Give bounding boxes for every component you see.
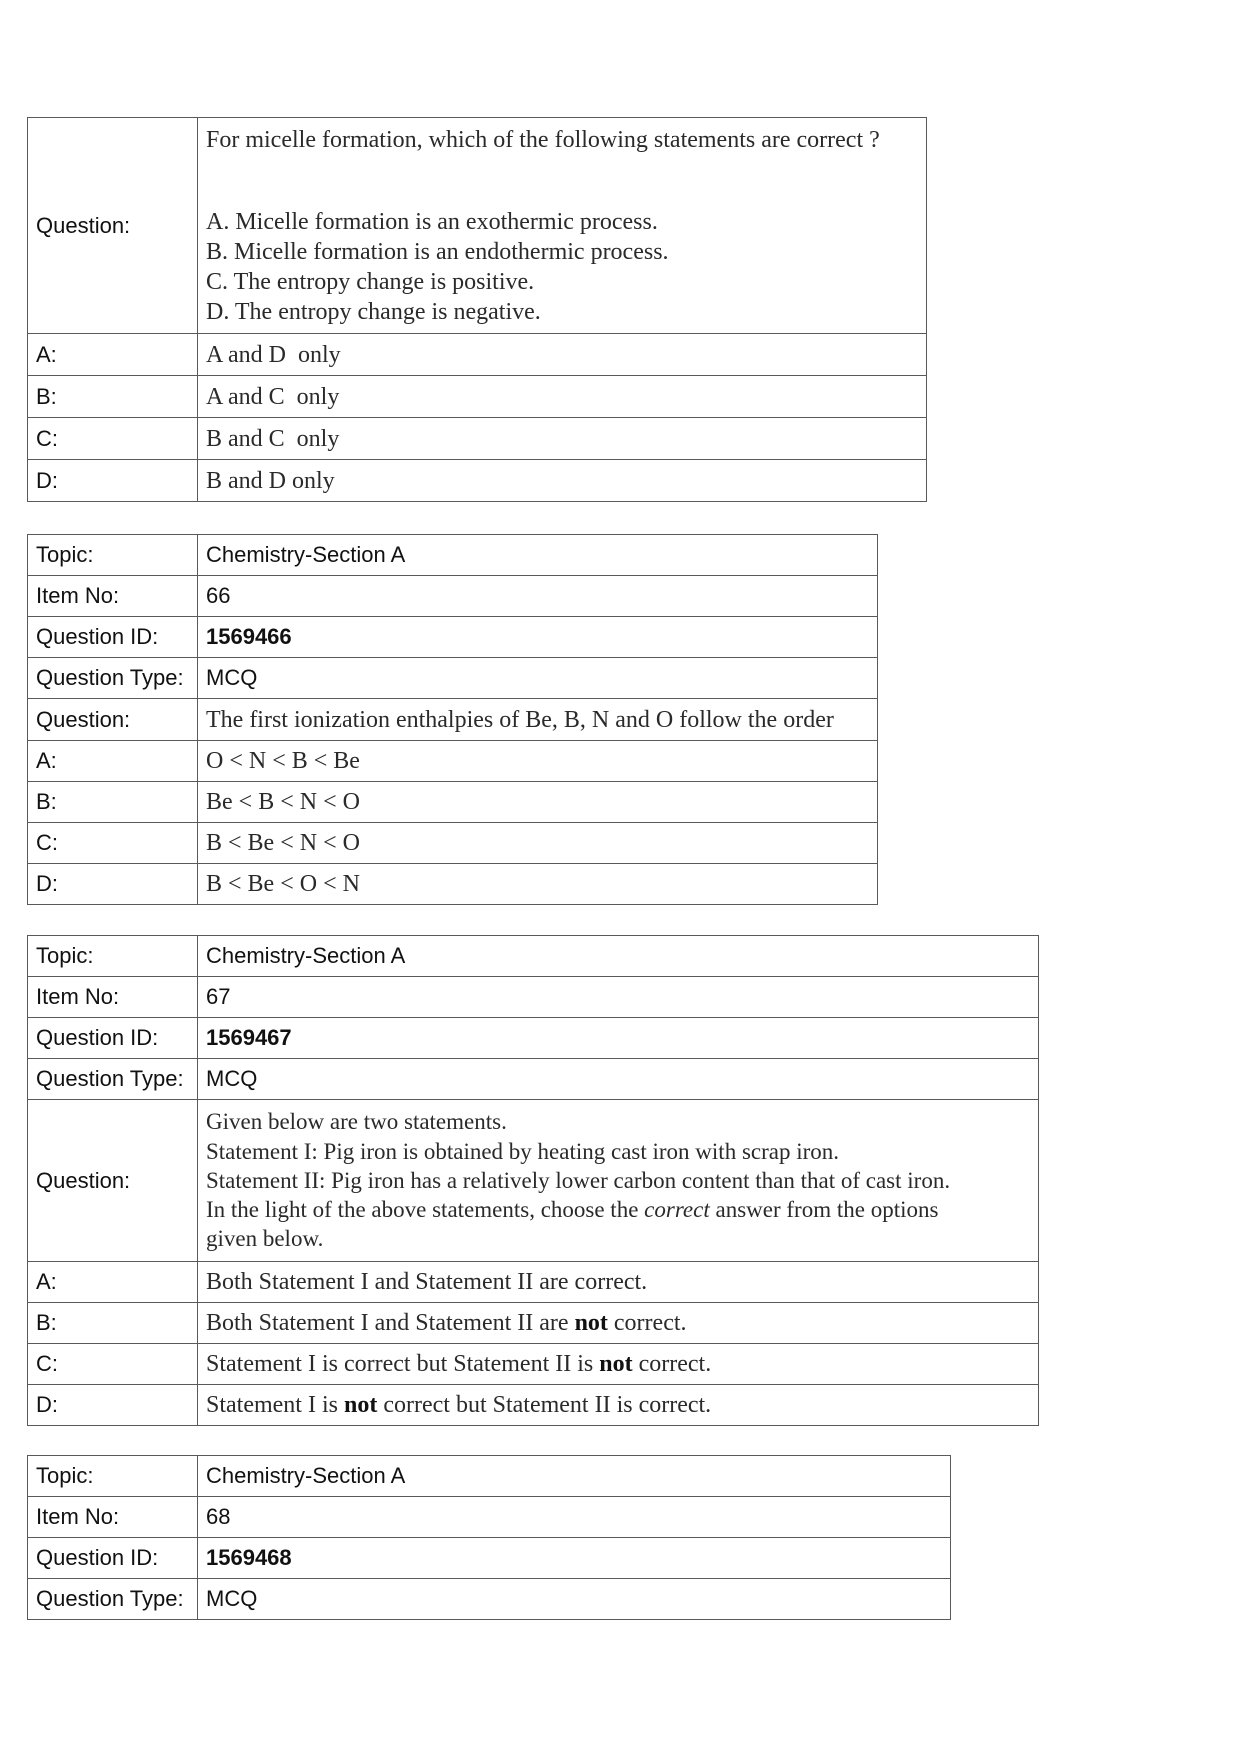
- option-row-b: [28, 782, 878, 823]
- option-c-label: C:: [28, 1344, 198, 1385]
- question-row: [28, 699, 878, 741]
- item-no-value: 68: [198, 1497, 951, 1538]
- question-line-5: given below.: [206, 1226, 324, 1252]
- option-b-label: B:: [28, 782, 198, 823]
- option-row-b: [28, 376, 927, 418]
- option-c-label: C:: [28, 418, 198, 460]
- option-c-pre: Statement I is correct but Statement II is: [206, 1351, 600, 1377]
- statement-b: B. Micelle formation is an endothermic process.: [206, 238, 669, 265]
- question-block-65: [27, 117, 927, 502]
- topic-row: [28, 1456, 951, 1497]
- option-a-text: A and D only: [198, 334, 927, 376]
- option-c-label: C:: [28, 823, 198, 864]
- option-c-text: [198, 1344, 1039, 1385]
- option-row-c: [28, 823, 878, 864]
- question-type-value: MCQ: [198, 1579, 951, 1620]
- question-stem: For micelle formation, which of the following statements are correct ?: [206, 126, 880, 153]
- question-row: [28, 118, 927, 334]
- option-b-text: A and C only: [198, 376, 927, 418]
- question-id-value: 1569468: [198, 1538, 951, 1579]
- option-d-post: correct but Statement II is correct.: [377, 1392, 712, 1418]
- option-b-pre: Both Statement I and Statement II are: [206, 1310, 575, 1336]
- question-id-value: 1569467: [198, 1018, 1039, 1059]
- question-type-label: Question Type:: [28, 1059, 198, 1100]
- topic-value: Chemistry-Section A: [198, 1456, 951, 1497]
- question-type-value: MCQ: [198, 1059, 1039, 1100]
- question-text: [198, 1100, 1039, 1262]
- question-block-68: [27, 1455, 951, 1620]
- question-type-row: [28, 658, 878, 699]
- question-text: The first ionization enthalpies of Be, B, N and O follow the order: [198, 699, 878, 741]
- statement-d: D. The entropy change is negative.: [206, 298, 541, 325]
- option-row-c: [28, 1344, 1039, 1385]
- option-b-text: [198, 1303, 1039, 1344]
- topic-row: [28, 936, 1039, 977]
- option-d-label: D:: [28, 1385, 198, 1426]
- option-b-text: Be < B < N < O: [198, 782, 878, 823]
- question-block-67: [27, 935, 1039, 1426]
- question-label: Question:: [28, 699, 198, 741]
- option-row-d: [28, 864, 878, 905]
- question-type-label: Question Type:: [28, 1579, 198, 1620]
- option-d-bold: not: [343, 1392, 378, 1418]
- option-d-label: D:: [28, 864, 198, 905]
- question-line-4-emphasis: correct: [644, 1197, 710, 1223]
- option-row-d: [28, 1385, 1039, 1426]
- option-c-bold: not: [599, 1351, 633, 1377]
- option-c-text: B < Be < N < O: [198, 823, 878, 864]
- option-row-a: [28, 334, 927, 376]
- option-d-label: D:: [28, 460, 198, 502]
- option-d-text: [198, 1385, 1039, 1426]
- question-row: [28, 1100, 1039, 1262]
- item-no-row: [28, 1497, 951, 1538]
- question-type-row: [28, 1059, 1039, 1100]
- topic-value: Chemistry-Section A: [198, 936, 1039, 977]
- question-line-2: Statement I: Pig iron is obtained by heating cast iron with scrap iron.: [206, 1138, 840, 1164]
- item-no-label: Item No:: [28, 977, 198, 1018]
- item-no-label: Item No:: [28, 1497, 198, 1538]
- statement-c: C. The entropy change is positive.: [206, 268, 535, 295]
- question-line-1: Given below are two statements.: [206, 1109, 507, 1135]
- item-no-label: Item No:: [28, 576, 198, 617]
- question-id-row: [28, 617, 878, 658]
- option-row-a: [28, 1262, 1039, 1303]
- option-d-text: B and D only: [198, 460, 927, 502]
- option-d-pre: Statement I is: [206, 1392, 344, 1418]
- option-row-a: [28, 741, 878, 782]
- option-b-label: B:: [28, 376, 198, 418]
- topic-label: Topic:: [28, 1456, 198, 1497]
- question-line-4-post: answer from the options: [709, 1197, 939, 1223]
- question-line-4-pre: In the light of the above statements, choose the: [206, 1197, 645, 1223]
- statement-a: A. Micelle formation is an exothermic process.: [206, 208, 658, 235]
- question-label: Question:: [28, 1100, 198, 1262]
- option-a-label: A:: [28, 741, 198, 782]
- question-line-3: Statement II: Pig iron has a relatively lower carbon content than that of cast iron.: [206, 1167, 951, 1193]
- option-row-c: [28, 418, 927, 460]
- option-a-text: O < N < B < Be: [198, 741, 878, 782]
- option-b-bold: not: [574, 1310, 608, 1336]
- item-no-row: [28, 977, 1039, 1018]
- option-a-text: Both Statement I and Statement II are correct.: [198, 1262, 1039, 1303]
- topic-label: Topic:: [28, 535, 198, 576]
- option-row-d: [28, 460, 927, 502]
- item-no-value: 66: [198, 576, 878, 617]
- question-id-row: [28, 1018, 1039, 1059]
- item-no-row: [28, 576, 878, 617]
- option-b-post: correct.: [607, 1310, 687, 1336]
- question-type-value: MCQ: [198, 658, 878, 699]
- item-no-value: 67: [198, 977, 1039, 1018]
- option-row-b: [28, 1303, 1039, 1344]
- option-a-label: A:: [28, 1262, 198, 1303]
- option-c-post: correct.: [632, 1351, 712, 1377]
- topic-label: Topic:: [28, 936, 198, 977]
- question-type-row: [28, 1579, 951, 1620]
- question-id-label: Question ID:: [28, 1538, 198, 1579]
- question-id-label: Question ID:: [28, 1018, 198, 1059]
- question-block-66: [27, 534, 878, 905]
- option-d-text: B < Be < O < N: [198, 864, 878, 905]
- option-b-label: B:: [28, 1303, 198, 1344]
- question-label: Question:: [28, 118, 198, 334]
- question-line-4: [206, 1195, 1030, 1224]
- question-id-label: Question ID:: [28, 617, 198, 658]
- question-id-row: [28, 1538, 951, 1579]
- question-id-value: 1569466: [198, 617, 878, 658]
- option-a-label: A:: [28, 334, 198, 376]
- question-type-label: Question Type:: [28, 658, 198, 699]
- option-c-text: B and C only: [198, 418, 927, 460]
- topic-value: Chemistry-Section A: [198, 535, 878, 576]
- question-text: [198, 118, 927, 334]
- topic-row: [28, 535, 878, 576]
